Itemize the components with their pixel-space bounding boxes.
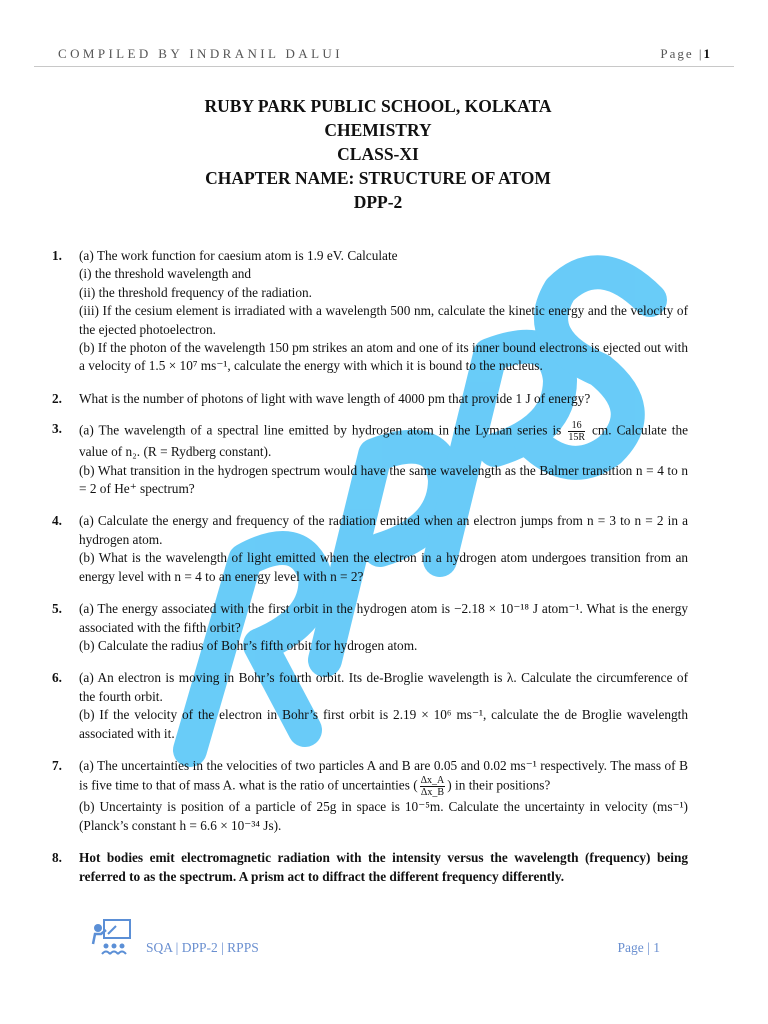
question-text-part: cm. Calculate the value of n₂. (R = Rydberg constant). bbox=[79, 422, 689, 460]
dpp-title: DPP-2 bbox=[353, 192, 403, 212]
header-page-num: 1 bbox=[703, 46, 712, 61]
question-number: 8. bbox=[52, 850, 62, 866]
school-title: RUBY PARK PUBLIC SCHOOL, KOLKATA bbox=[204, 96, 552, 116]
question-text: (b) What is the wavelength of light emitted when the electron in a hydrogen atom undergoes transition from an energy level with n = 4 to an energy level with n = 2? bbox=[79, 550, 688, 584]
question-text: (b) Calculate the radius of Bohr’s fifth orbit for hydrogen atom. bbox=[79, 637, 418, 653]
question-4 bbox=[52, 512, 688, 586]
fraction-numerator: Δx_A bbox=[420, 775, 445, 787]
question-5 bbox=[52, 600, 688, 655]
question-text: What is the number of photons of light with wave length of 4000 pm that provide 1 J of energy? bbox=[79, 390, 591, 406]
fraction-denominator: 15R bbox=[568, 432, 585, 444]
question-text: (a) The energy associated with the first orbit in the hydrogen atom is −2.18 × 10⁻¹⁸ J atom⁻¹. What is the energy associated with the fifth orbit? bbox=[79, 601, 688, 635]
teacher-board-icon bbox=[90, 918, 134, 956]
question-number: 3. bbox=[52, 421, 62, 437]
question-text: Hot bodies emit electromagnetic radiation with the intensity versus the wavelength (frequency) being referred to as the spectrum. A prism act to diffract the different frequency differently. bbox=[79, 850, 688, 884]
question-text bbox=[79, 420, 688, 461]
fraction bbox=[568, 420, 585, 443]
question-number: 6. bbox=[52, 670, 62, 686]
question-text: (a) Calculate the energy and frequency of the radiation emitted when an electron jumps from n = 3 to n = 2 in a hydrogen atom. bbox=[79, 513, 688, 547]
question-text: (iii) If the cesium element is irradiated with a wavelength 500 nm, calculate the kinetic energy and the velocity of the ejected photoelectron. bbox=[79, 303, 688, 337]
fraction-numerator: 16 bbox=[568, 420, 585, 432]
question-text: (ii) the threshold frequency of the radiation. bbox=[79, 284, 312, 300]
page-footer bbox=[88, 918, 688, 958]
footer-page-number: Page | 1 bbox=[617, 940, 660, 955]
question-number: 2. bbox=[52, 390, 62, 406]
question-text: (a) An electron is moving in Bohr’s fourth orbit. Its de-Broglie wavelength is λ. Calculate the circumference of the fourth orbit. bbox=[79, 670, 688, 704]
question-number: 1. bbox=[52, 248, 62, 263]
question-text: (b) If the velocity of the electron in Bohr’s first orbit is 2.19 × 10⁶ ms⁻¹, calculate the de Broglie wavelength associated with it. bbox=[79, 707, 688, 741]
question-text-part: ) in their positions? bbox=[447, 777, 551, 793]
page-header bbox=[34, 44, 734, 67]
question-1 bbox=[52, 247, 688, 376]
question-number: 4. bbox=[52, 513, 62, 529]
chapter-title: CHAPTER NAME: STRUCTURE OF ATOM bbox=[205, 168, 551, 188]
header-compiler: COMPILED BY INDRANIL DALUI bbox=[58, 46, 343, 61]
question-text: (b) If the photon of the wavelength 150 pm strikes an atom and one of its inner bound electrons is ejected out with a velocity of 1.5 × 10⁷ ms⁻¹, calculate the energy with which it is bound to the nucleus. bbox=[79, 340, 688, 374]
question-text: (a) The work function for caesium atom is 1.9 eV. Calculate bbox=[79, 248, 398, 263]
header-page-number bbox=[660, 46, 712, 62]
question-number: 5. bbox=[52, 601, 62, 617]
question-text-part: (a) The wavelength of a spectral line emitted by hydrogen atom in the Lyman series is bbox=[79, 422, 562, 438]
question-text: (b) What transition in the hydrogen spectrum would have the same wavelength as the Balmer transition n = 4 to n = 2 of He⁺ spectrum? bbox=[79, 462, 688, 497]
subject-title: CHEMISTRY bbox=[324, 120, 432, 140]
header-page-prefix: Page | bbox=[660, 46, 704, 61]
fraction bbox=[420, 775, 446, 798]
footer-left-text: SQA | DPP-2 | RPPS bbox=[146, 940, 259, 955]
question-6 bbox=[52, 669, 688, 743]
class-title: CLASS-XI bbox=[337, 144, 419, 164]
question-7 bbox=[52, 757, 688, 835]
question-text: (b) Uncertainty is position of a particle of 25g in space is 10⁻⁵m. Calculate the uncertainty in velocity (ms⁻¹) (Planck’s constant h = 6.6 × 10⁻³⁴ Js). bbox=[79, 799, 688, 833]
title-block bbox=[0, 94, 756, 214]
question-text: (i) the threshold wavelength and bbox=[79, 266, 252, 282]
question-8 bbox=[52, 849, 688, 886]
question-2 bbox=[52, 390, 688, 408]
fraction-denominator: Δx_B bbox=[420, 787, 444, 799]
question-3 bbox=[52, 420, 688, 498]
question-number: 7. bbox=[52, 757, 62, 773]
question-list bbox=[52, 247, 688, 886]
question-text-part: (a) The uncertainties in the velocities of two particles A and B are 0.05 and 0.02 ms⁻¹ respectively. The mass of B is five time to that of mass A. what is the ratio of uncertainties ( bbox=[79, 757, 688, 793]
question-text bbox=[79, 757, 688, 798]
